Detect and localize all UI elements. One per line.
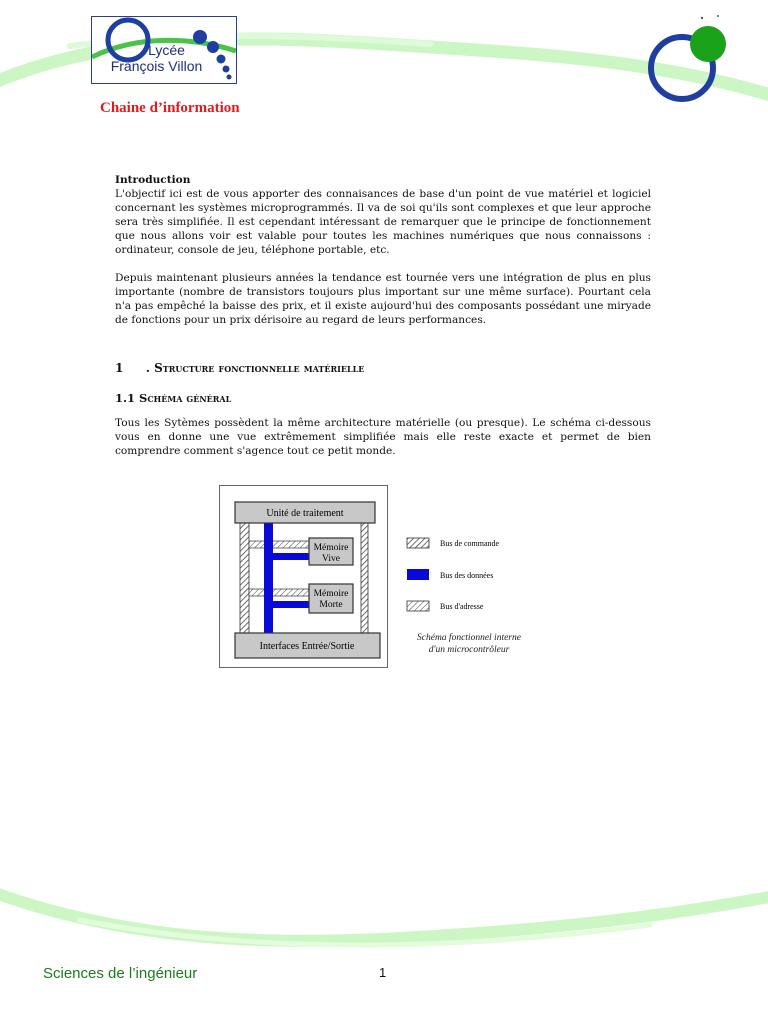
section-1-title: . Structure fonctionnelle matérielle: [145, 361, 365, 375]
introduction-heading: Introduction: [115, 174, 191, 186]
rom-label-line2: Morte: [319, 600, 343, 610]
legend-label-address: Bus d'adresse: [440, 602, 484, 611]
command-bus-left: [240, 523, 249, 633]
footer-subject: Sciences de l’ingénieur: [43, 965, 198, 982]
logo-text-lycee: Lycée: [148, 42, 185, 58]
ram-label-line2: Vive: [322, 554, 340, 564]
footer-wave-decoration: [0, 893, 768, 941]
data-bus-rom: [273, 601, 309, 608]
rom-label-line1: Mémoire: [313, 589, 349, 599]
processing-unit-label: Unité de traitement: [266, 508, 344, 519]
data-bus-ram: [273, 553, 309, 560]
ram-label-line1: Mémoire: [313, 543, 349, 553]
diagram-caption: [404, 632, 534, 656]
command-bus-right: [361, 523, 368, 633]
logo-text-name: François Villon: [110, 58, 203, 74]
page-number: 1: [379, 965, 387, 980]
address-bus-ram: [249, 541, 309, 548]
legend-label-data: Bus des données: [440, 571, 494, 580]
legend-label-command: Bus de commande: [440, 539, 500, 548]
corner-circle-emblem: [640, 8, 750, 118]
caption-line1: Schéma fonctionnel interne: [417, 633, 521, 643]
introduction-paragraph: L'objectif ici est de vous apporter des connaisances de base d'un point de vue matériel et logiciel concernant les systèmes microprogrammés. Il va de soi qu'ils sont complexes et que leur approche sera très simplifiée. Il est cependant intéressant de remarquer que le principe de fonctionnement que nous allons voir est valable pour toutes les machines numériques que nous connaissons : ordinateur, console de jeu, téléphone portable, etc.: [115, 188, 651, 256]
integration-paragraph: Depuis maintenant plusieurs années la tendance est tournée vers une intégration de plus en plus importante (nombre de transistors toujours plus important sur une même surface). Pourtant cela n'a pas empêché la baisse des prix, et il existe aujourd'hui des composants possédant une miryade de fonctions pour un prix dérisoire au regard de leurs performances.: [115, 272, 651, 326]
section-1-heading: [115, 361, 364, 375]
legend-swatch-address: [407, 601, 429, 611]
section-1-number: 1: [115, 361, 124, 375]
legend-swatch-data: [407, 569, 429, 580]
section-title: Chaine d’information: [100, 100, 240, 116]
address-bus-rom: [249, 589, 309, 596]
school-logo: [91, 16, 237, 84]
diagram-legend: [405, 535, 535, 615]
microcontroller-diagram: [219, 485, 388, 668]
caption-line2: d'un microcontrôleur: [428, 645, 510, 655]
section-1-1-heading: 1.1 Schéma général: [115, 391, 232, 405]
data-bus-vertical: [264, 523, 273, 633]
io-interfaces-label: Interfaces Entrée/Sortie: [259, 641, 355, 652]
legend-swatch-command: [407, 538, 429, 548]
introduction-block: [115, 173, 651, 327]
schema-paragraph: Tous les Sytèmes possèdent la même architecture matérielle (ou presque). Le schéma ci-dessous vous en donne une vue extrêmement simplifiée mais elle reste exacte et permet de bien comprendre comment s'agence tout ce petit monde.: [115, 417, 651, 457]
